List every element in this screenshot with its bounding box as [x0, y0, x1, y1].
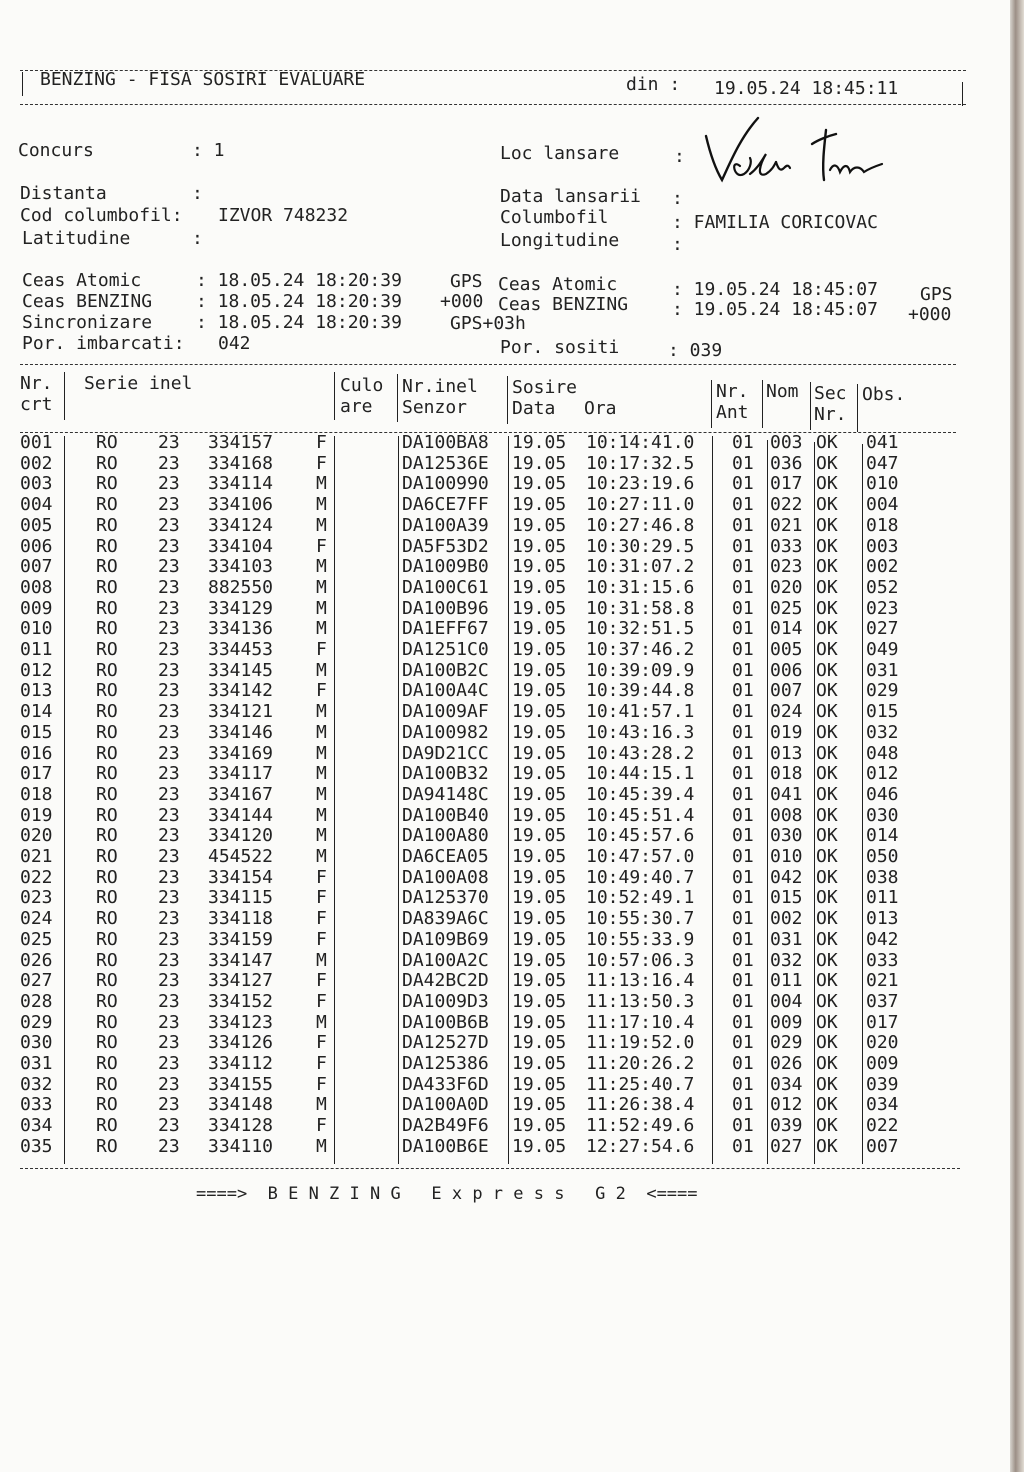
header-sec: Sec	[814, 383, 847, 404]
table-row: 020 RO 23 334120 M DA100A80 19.05 10:45:57.6 01 030 OK 014	[20, 825, 899, 847]
table-row: 003 RO 23 334114 M DA100990 19.05 10:23:19.6 01 017 OK 010	[20, 473, 899, 495]
sincronizare-suffix: GPS+03h	[450, 313, 526, 334]
ceas-atomic-start-label: Ceas Atomic	[22, 270, 142, 291]
latitudine-colon: :	[192, 228, 203, 249]
table-row: 030 RO 23 334126 F DA12527D 19.05 11:19:52.0 01 029 OK 020	[20, 1032, 899, 1054]
table-row: 022 RO 23 334154 F DA100A08 19.05 10:49:40.7 01 042 OK 038	[20, 866, 899, 888]
header-sosire-data: Data	[512, 398, 556, 419]
ceas-benzing-start-label: Ceas BENZING	[22, 291, 153, 312]
header-culoare-2: are	[340, 396, 373, 417]
latitudine-label: Latitudine	[22, 228, 131, 249]
header-culoare: Culo	[340, 375, 384, 396]
table-row: 012 RO 23 334145 M DA100B2C 19.05 10:39:09.9 01 006 OK 031	[20, 659, 899, 681]
header-nr-inel: Nr.inel	[402, 376, 478, 397]
table-row: 011 RO 23 334453 F DA1251C0 19.05 10:37:46.2 01 005 OK 049	[20, 639, 899, 660]
loc-lansare-colon: :	[674, 146, 685, 167]
column-separator	[397, 374, 398, 422]
table-row: 026 RO 23 334147 M DA100A2C 19.05 10:57:06.3 01 032 OK 033	[20, 949, 899, 971]
document-title: BENZING - FISA SOSIRI EVALUARE	[40, 69, 366, 90]
header-ant: Ant	[716, 402, 749, 423]
table-row: 015 RO 23 334146 M DA100982 19.05 10:43:16.3 01 019 OK 032	[20, 721, 899, 743]
table-row: 023 RO 23 334115 F DA125370 19.05 10:52:49.1 01 015 OK 011	[20, 887, 899, 909]
imbarcati-label: Por. imbarcati:	[22, 333, 185, 354]
header-senzor: Senzor	[402, 397, 468, 418]
title-bottom-border	[20, 104, 966, 105]
title-right-border	[962, 82, 963, 106]
columbofil-value: : FAMILIA CORICOVAC	[672, 212, 878, 233]
table-row: 009 RO 23 334129 M DA100B96 19.05 10:31:58.8 01 025 OK 023	[20, 597, 899, 619]
handwritten-signature	[700, 108, 890, 188]
concurs-label: Concurs	[18, 140, 94, 161]
imbarcati-value: 042	[218, 333, 251, 354]
column-separator	[334, 372, 335, 420]
title-left-border	[22, 72, 23, 96]
longitudine-colon: :	[672, 234, 683, 255]
distanta-colon: :	[192, 183, 203, 204]
data-lansarii-label: Data lansarii	[500, 186, 641, 207]
column-separator	[711, 380, 712, 428]
din-label: din :	[626, 74, 681, 95]
table-row: 034 RO 23 334128 F DA2B49F6 19.05 11:52:49.6 01 039 OK 022	[20, 1115, 899, 1137]
table-row: 033 RO 23 334148 M DA100A0D 19.05 11:26:38.4 01 012 OK 034	[20, 1094, 899, 1116]
sincronizare-value: : 18.05.24 18:20:39	[196, 312, 402, 333]
sincronizare-label: Sincronizare	[22, 312, 153, 333]
ceas-benzing-end-suffix: +000	[908, 304, 952, 325]
longitudine-label: Longitudine	[500, 230, 620, 251]
ceas-atomic-start-value: : 18.05.24 18:20:39	[196, 270, 402, 291]
table-row: 013 RO 23 334142 F DA100A4C 19.05 10:39:44.8 01 007 OK 029	[20, 680, 899, 702]
din-value: 19.05.24 18:45:11	[714, 78, 899, 99]
table-row: 016 RO 23 334169 M DA9D21CC 19.05 10:43:28.2 01 013 OK 048	[20, 742, 899, 764]
table-row: 004 RO 23 334106 M DA6CE7FF 19.05 10:27:11.0 01 022 OK 004	[20, 494, 899, 516]
table-row: 014 RO 23 334121 M DA1009AF 19.05 10:41:57.1 01 024 OK 015	[20, 701, 899, 723]
header-sec-nr: Nr.	[814, 404, 847, 425]
cod-value: IZVOR 748232	[218, 205, 349, 226]
table-row: 017 RO 23 334117 M DA100B32 19.05 10:44:15.1 01 018 OK 012	[20, 763, 899, 785]
table-row: 005 RO 23 334124 M DA100A39 19.05 10:27:46.8 01 021 OK 018	[20, 514, 899, 536]
background-edge	[1010, 0, 1024, 1472]
table-row: 007 RO 23 334103 M DA1009B0 19.05 10:31:07.2 01 023 OK 002	[20, 556, 899, 578]
footer-banner: ====> B E N Z I N G E x p r e s s G 2 <====	[196, 1184, 698, 1204]
header-sosire: Sosire	[512, 377, 578, 398]
ceas-atomic-end-suffix: GPS	[920, 284, 953, 305]
ceas-benzing-start-suffix: +000	[440, 291, 484, 312]
column-separator	[762, 380, 763, 428]
columbofil-label: Columbofil	[500, 207, 609, 228]
column-separator	[64, 372, 65, 420]
header-serie-inel: Serie inel	[84, 373, 193, 394]
table-row: 002 RO 23 334168 F DA12536E 19.05 10:17:32.5 01 036 OK 047	[20, 452, 899, 474]
ceas-benzing-end-value: : 19.05.24 18:45:07	[672, 299, 878, 320]
concurs-value: : 1	[192, 140, 225, 161]
table-top-border	[20, 364, 956, 365]
table-row: 029 RO 23 334123 M DA100B6B 19.05 11:17:10.4 01 009 OK 017	[20, 1011, 899, 1033]
table-row: 019 RO 23 334144 M DA100B40 19.05 10:45:51.4 01 008 OK 030	[20, 804, 899, 826]
table-row: 032 RO 23 334155 F DA433F6D 19.05 11:25:40.7 01 034 OK 039	[20, 1073, 899, 1095]
header-obs: Obs.	[862, 384, 906, 405]
table-row: 021 RO 23 454522 M DA6CEA05 19.05 10:47:57.0 01 010 OK 050	[20, 846, 899, 867]
cod-label: Cod columbofil:	[20, 205, 183, 226]
table-row: 018 RO 23 334167 M DA94148C 19.05 10:45:39.4 01 041 OK 046	[20, 783, 899, 805]
header-nr-ant: Nr.	[716, 381, 749, 402]
ceas-atomic-end-label: Ceas Atomic	[498, 274, 618, 295]
loc-lansare-label: Loc lansare	[500, 143, 620, 164]
ceas-atomic-start-suffix: GPS	[450, 271, 483, 292]
data-lansarii-colon: :	[672, 188, 683, 209]
header-nr-crt: Nr.	[20, 373, 53, 394]
column-separator	[810, 382, 811, 430]
table-row: 035 RO 23 334110 M DA100B6E 19.05 12:27:54.6 01 027 OK 007	[20, 1135, 899, 1157]
table-row: 001 RO 23 334157 F DA100BA8 19.05 10:14:41.0 01 003 OK 041	[20, 432, 899, 453]
table-bottom-border	[20, 1168, 960, 1169]
ceas-benzing-end-label: Ceas BENZING	[498, 294, 629, 315]
sositi-label: Por. sositi	[500, 337, 620, 358]
table-row: 027 RO 23 334127 F DA42BC2D 19.05 11:13:16.4 01 011 OK 021	[20, 970, 899, 992]
header-nr-crt-2: crt	[20, 394, 53, 415]
table-row: 010 RO 23 334136 M DA1EFF67 19.05 10:32:51.5 01 014 OK 027	[20, 618, 899, 640]
distanta-label: Distanta	[20, 183, 107, 204]
sositi-value: : 039	[668, 340, 723, 361]
table-row: 031 RO 23 334112 F DA125386 19.05 11:20:26.2 01 026 OK 009	[20, 1053, 899, 1074]
table-row: 025 RO 23 334159 F DA109B69 19.05 10:55:33.9 01 031 OK 042	[20, 928, 899, 950]
table-row: 024 RO 23 334118 F DA839A6C 19.05 10:55:30.7 01 002 OK 013	[20, 908, 899, 930]
header-nom: Nom	[766, 381, 799, 402]
ceas-benzing-start-value: : 18.05.24 18:20:39	[196, 291, 402, 312]
table-row: 008 RO 23 882550 M DA100C61 19.05 10:31:15.6 01 020 OK 052	[20, 576, 899, 598]
table-row: 006 RO 23 334104 F DA5F53D2 19.05 10:30:29.5 01 033 OK 003	[20, 535, 899, 557]
header-sosire-ora: Ora	[584, 398, 617, 419]
column-separator	[507, 376, 508, 424]
column-separator	[857, 384, 858, 432]
ceas-atomic-end-value: : 19.05.24 18:45:07	[672, 279, 878, 300]
table-row: 028 RO 23 334152 F DA1009D3 19.05 11:13:50.3 01 004 OK 037	[20, 990, 899, 1012]
